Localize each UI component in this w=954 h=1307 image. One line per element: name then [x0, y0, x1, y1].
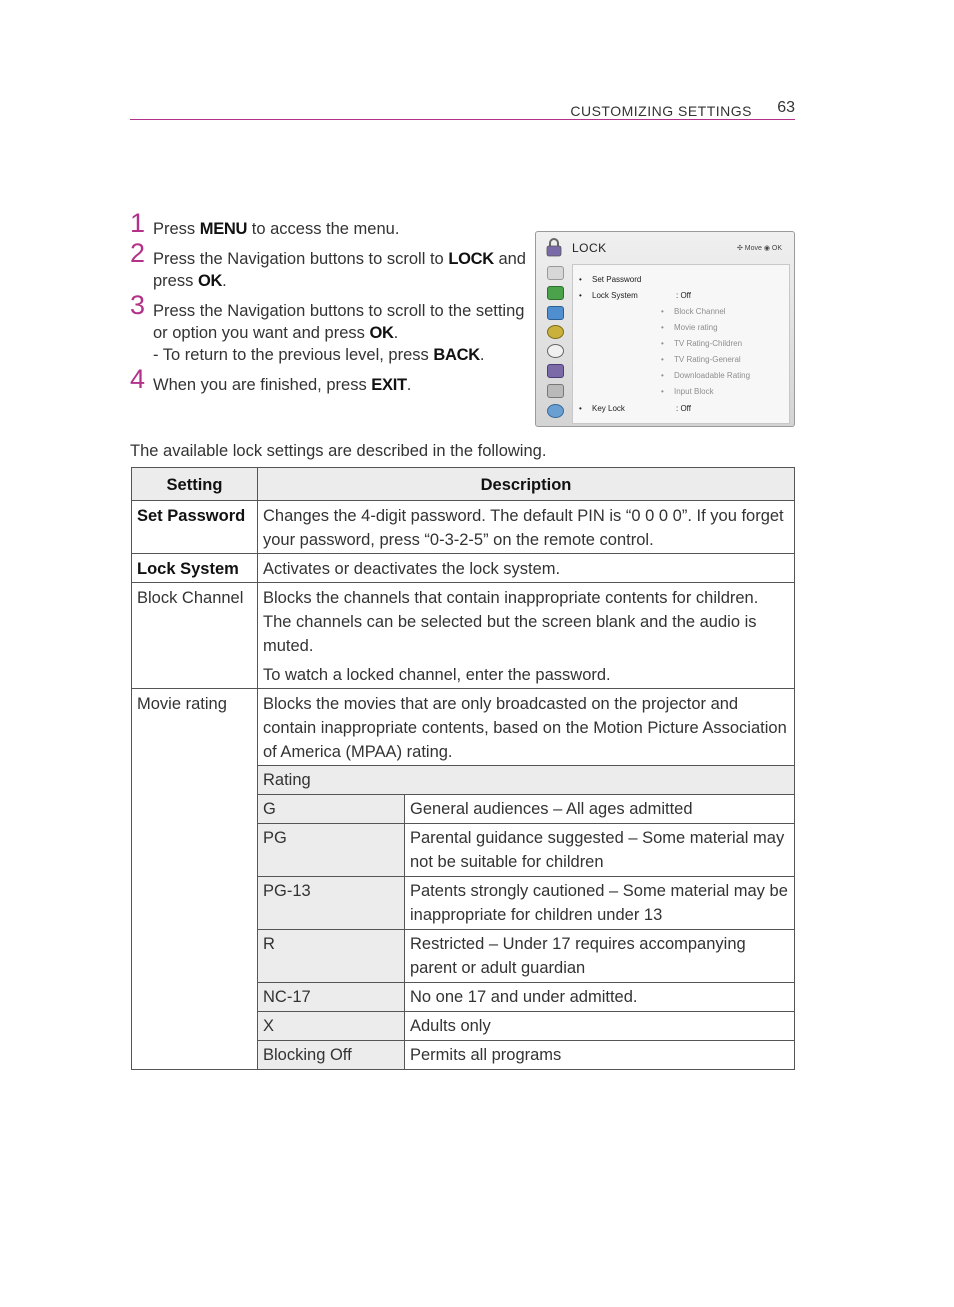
osd-subitem: • Block Channel	[661, 307, 726, 316]
setup-icon	[547, 266, 564, 280]
key-lock: LOCK	[448, 250, 494, 268]
step-note	[153, 344, 530, 366]
lock-icon	[546, 238, 562, 257]
setting-description	[258, 583, 795, 689]
rating-desc: Permits all programs	[405, 1041, 795, 1070]
key-exit: EXIT	[371, 376, 407, 394]
rating-header: Rating	[258, 766, 795, 795]
osd-item-key-lock[interactable]	[579, 404, 625, 413]
lock-category-icon	[547, 364, 564, 378]
rating-desc: No one 17 and under admitted.	[405, 983, 795, 1012]
step-text: .	[222, 272, 227, 290]
note-text: .	[479, 346, 485, 364]
osd-category-icons	[540, 264, 570, 424]
step-4	[130, 364, 530, 396]
section-title: CUSTOMIZING SETTINGS	[570, 103, 752, 119]
rating-desc: Adults only	[405, 1012, 795, 1041]
key-ok: OK	[197, 272, 223, 290]
step-text: Press the Navigation buttons to scroll to the setting or option you want and press	[153, 302, 525, 342]
page-header	[130, 96, 795, 120]
rating-code: PG	[258, 824, 405, 877]
osd-item-value: : Off	[676, 404, 691, 413]
osd-nav-hint	[737, 244, 782, 252]
lock-settings-table	[131, 467, 795, 1070]
setting-description: Activates or deactivates the lock system.	[258, 554, 795, 583]
table-row	[132, 583, 795, 689]
osd-subitem-label: Input Block	[674, 387, 714, 396]
setting-name: Movie rating	[132, 689, 258, 1070]
step-text: .	[406, 376, 412, 394]
key-ok: OK	[369, 324, 394, 342]
bullet: •	[579, 275, 582, 284]
description-para: Blocks the channels that contain inappropriate contents for children. The channels can be selected but the screen blank and the audio is muted.	[263, 589, 759, 655]
rating-code: Blocking Off	[258, 1041, 405, 1070]
step-number: 4	[130, 364, 146, 394]
rating-code: X	[258, 1012, 405, 1041]
osd-subitem: • Downloadable Rating	[661, 371, 751, 380]
rating-desc: Parental guidance suggested – Some material may not be suitable for children	[405, 824, 795, 877]
osd-item-value: : Off	[676, 291, 691, 300]
lock-menu-screenshot	[535, 231, 795, 427]
osd-subitem-label: Movie rating	[674, 323, 718, 332]
rating-desc: Restricted – Under 17 requires accompanying parent or adult guardian	[405, 930, 795, 983]
rating-code: G	[258, 795, 405, 824]
table-row	[132, 554, 795, 583]
osd-item-label: Key Lock	[592, 404, 625, 413]
step-2	[130, 238, 530, 292]
key-menu: MENU	[199, 220, 248, 238]
setting-description: Blocks the movies that are only broadcasted on the projector and contain inappropriate contents, based on the Motion Picture Association of America (MPAA) rating.	[258, 689, 795, 766]
step-number: 1	[130, 208, 146, 238]
step-number: 2	[130, 238, 146, 268]
setting-description: Changes the 4-digit password. The default PIN is “0 0 0 0”. If you forget your password, press “0-3-2-5” on the remote control.	[258, 501, 795, 554]
intro-text: The available lock settings are described in the following.	[130, 442, 547, 460]
rating-desc: Patents strongly cautioned – Some material may be inappropriate for children under 13	[405, 877, 795, 930]
osd-item-lock-system[interactable]	[579, 291, 638, 300]
page-number: 63	[777, 99, 795, 116]
header-setting: Setting	[132, 468, 258, 501]
table-row	[132, 501, 795, 554]
osd-subitem: • TV Rating-General	[661, 355, 741, 364]
step-text: Press	[153, 220, 200, 238]
picture-icon	[547, 286, 564, 300]
table-row	[132, 689, 795, 766]
move-icon: ✣	[736, 245, 745, 252]
bullet: •	[579, 291, 582, 300]
step-text: When you are finished, press	[153, 376, 372, 394]
osd-menu-panel	[572, 264, 790, 424]
step-text: Press the Navigation buttons to scroll to	[153, 250, 449, 268]
step-1	[130, 208, 530, 240]
setting-name: Set Password	[132, 501, 258, 554]
clock-icon	[547, 344, 564, 358]
instruction-steps	[130, 208, 530, 404]
osd-item-label: Set Password	[592, 275, 642, 284]
step-number: 3	[130, 290, 146, 320]
audio-icon	[547, 306, 564, 320]
table-header-row	[132, 468, 795, 501]
note-text: - To return to the previous level, press	[153, 346, 434, 364]
osd-subitem-label: Downloadable Rating	[674, 371, 751, 380]
key-back: BACK	[433, 346, 480, 364]
osd-subitem-label: Block Channel	[674, 307, 726, 316]
setting-name: Block Channel	[132, 583, 258, 689]
rating-code: PG-13	[258, 877, 405, 930]
step-text: .	[393, 324, 399, 342]
osd-item-label: Lock System	[592, 291, 638, 300]
osd-titlebar	[536, 232, 794, 262]
osd-item-set-password[interactable]	[579, 275, 641, 284]
osd-subitem: • Input Block	[661, 387, 714, 396]
osd-subitem-label: TV Rating-Children	[674, 339, 743, 348]
rating-desc: General audiences – All ages admitted	[405, 795, 795, 824]
rating-code: NC-17	[258, 983, 405, 1012]
bullet: •	[579, 404, 582, 413]
setting-name: Lock System	[132, 554, 258, 583]
step-text: to access the menu.	[247, 220, 400, 238]
osd-hint-text: Move ◉ OK	[744, 245, 782, 252]
time-icon	[547, 325, 564, 339]
osd-title: LOCK	[572, 241, 607, 255]
rating-code: R	[258, 930, 405, 983]
description-para: To watch a locked channel, enter the password.	[263, 666, 611, 684]
header-description: Description	[258, 468, 795, 501]
network-icon	[547, 404, 564, 418]
osd-subitem: • Movie rating	[661, 323, 718, 332]
step-3	[130, 290, 530, 366]
option-icon	[547, 384, 564, 398]
osd-subitem: • TV Rating-Children	[661, 339, 743, 348]
osd-subitem-label: TV Rating-General	[674, 355, 741, 364]
step-text: and press	[153, 250, 526, 290]
